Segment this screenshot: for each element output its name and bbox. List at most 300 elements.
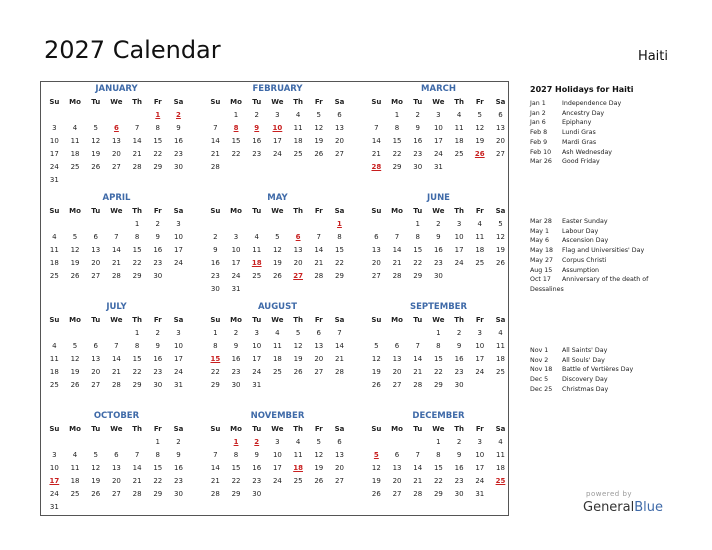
day-cell: 3 xyxy=(436,111,441,119)
day-cell: 19 xyxy=(314,464,324,472)
weekday-header: Sa xyxy=(495,316,506,324)
weekday-header: We xyxy=(432,425,445,433)
day-cell: 7 xyxy=(374,124,379,132)
empty-cell xyxy=(106,109,127,122)
day-cell: 16 xyxy=(413,137,423,145)
day-cell: 19 xyxy=(91,150,101,158)
day-cell: 31 xyxy=(475,490,485,498)
holiday-row xyxy=(530,99,700,109)
day-cell: 25 xyxy=(252,272,262,280)
weekday-header: Sa xyxy=(334,98,345,106)
day-cell: 15 xyxy=(132,246,142,254)
day-cell: 28 xyxy=(413,381,423,389)
weekday-header: We xyxy=(271,425,284,433)
day-cell: 28 xyxy=(413,490,423,498)
day-cell: 18 xyxy=(70,150,80,158)
day-cell: 24 xyxy=(475,477,485,485)
day-cell: 30 xyxy=(231,381,241,389)
holiday-row xyxy=(530,375,700,385)
empty-cell xyxy=(44,327,65,340)
empty-cell xyxy=(205,436,226,449)
month-grid xyxy=(366,96,511,174)
holiday-day-cell: 26 xyxy=(474,150,485,158)
weekday-header: Mo xyxy=(69,98,81,106)
day-cell: 20 xyxy=(91,259,101,267)
day-cell: 3 xyxy=(477,438,483,446)
day-cell: 3 xyxy=(275,438,280,446)
day-cell: 2 xyxy=(415,111,420,119)
weekday-header: Mo xyxy=(230,207,242,215)
holiday-name: Ash Wednesday xyxy=(562,148,613,156)
day-cell: 15 xyxy=(433,464,443,472)
empty-cell xyxy=(44,218,65,231)
day-cell: 9 xyxy=(176,451,181,459)
weekday-header: Fr xyxy=(475,207,484,215)
day-cell: 1 xyxy=(134,220,140,228)
day-cell: 17 xyxy=(433,137,443,145)
day-cell: 31 xyxy=(49,503,59,511)
day-cell: 5 xyxy=(374,342,379,350)
day-cell: 24 xyxy=(454,259,464,267)
empty-cell xyxy=(85,109,106,122)
empty-cell xyxy=(308,218,329,231)
weekday-header: Th xyxy=(132,98,142,106)
day-cell: 17 xyxy=(475,355,485,363)
day-cell: 27 xyxy=(314,368,324,376)
day-cell: 27 xyxy=(335,150,344,158)
empty-cell xyxy=(85,218,106,231)
day-cell: 25 xyxy=(293,150,303,158)
weekday-header: Tu xyxy=(413,425,423,433)
day-cell: 22 xyxy=(413,259,423,267)
month-grid xyxy=(205,423,350,501)
day-cell: 8 xyxy=(134,342,140,350)
day-cell: 30 xyxy=(413,163,423,171)
day-cell: 23 xyxy=(174,150,183,158)
day-cell: 29 xyxy=(392,163,402,171)
weekday-header: Fr xyxy=(475,98,484,106)
day-cell: 9 xyxy=(456,451,462,459)
day-cell: 21 xyxy=(413,368,423,376)
holiday-row xyxy=(530,236,700,246)
month-grid xyxy=(44,423,189,514)
weekday-header: Su xyxy=(371,207,382,215)
empty-cell xyxy=(407,327,428,340)
day-cell: 20 xyxy=(371,259,381,267)
day-cell: 19 xyxy=(70,368,80,376)
day-cell: 11 xyxy=(70,464,80,472)
day-cell: 14 xyxy=(392,246,402,254)
day-cell: 21 xyxy=(335,355,344,363)
day-cell: 28 xyxy=(210,163,220,171)
day-cell: 2 xyxy=(176,438,181,446)
day-cell: 18 xyxy=(454,137,464,145)
generalblue-logo xyxy=(583,500,663,515)
day-cell: 14 xyxy=(413,355,423,363)
day-cell: 6 xyxy=(114,451,119,459)
day-cell: 25 xyxy=(49,381,59,389)
day-cell: 20 xyxy=(91,368,101,376)
day-cell: 9 xyxy=(233,342,239,350)
empty-cell xyxy=(205,218,226,231)
weekday-header: Sa xyxy=(495,207,506,215)
day-cell: 4 xyxy=(498,438,503,446)
empty-cell xyxy=(387,327,408,340)
holiday-row xyxy=(530,346,700,356)
weekday-header: Tu xyxy=(252,425,262,433)
day-cell: 2 xyxy=(233,329,239,337)
day-cell: 6 xyxy=(394,342,400,350)
holiday-day-cell: 17 xyxy=(49,477,60,485)
day-cell: 12 xyxy=(371,355,381,363)
day-cell: 22 xyxy=(231,150,241,158)
day-cell: 10 xyxy=(454,233,464,241)
weekday-header: Fr xyxy=(153,207,162,215)
day-cell: 8 xyxy=(233,451,239,459)
weekday-header: Su xyxy=(49,316,60,324)
weekday-header: Mo xyxy=(69,207,81,215)
day-cell: 2 xyxy=(456,438,462,446)
holiday-date: Jan 2 xyxy=(530,109,546,117)
day-cell: 9 xyxy=(155,233,161,241)
month-name: OCTOBER xyxy=(93,411,140,421)
month-grid xyxy=(44,205,189,283)
weekday-header: Th xyxy=(454,425,464,433)
day-cell: 12 xyxy=(371,464,381,472)
day-cell: 26 xyxy=(314,150,324,158)
month-name: JANUARY xyxy=(95,84,138,94)
day-cell: 27 xyxy=(111,163,121,171)
day-cell: 25 xyxy=(475,259,485,267)
day-cell: 8 xyxy=(394,124,400,132)
month-name: FEBRUARY xyxy=(252,84,303,94)
day-cell: 24 xyxy=(272,150,282,158)
holiday-day-cell: 6 xyxy=(113,124,119,132)
empty-cell xyxy=(85,436,106,449)
day-cell: 25 xyxy=(293,477,303,485)
day-cell: 4 xyxy=(477,220,483,228)
weekday-header: We xyxy=(432,207,445,215)
weekday-header: Tu xyxy=(413,316,423,324)
day-cell: 10 xyxy=(272,451,282,459)
holiday-name: Battle of Vertières Day xyxy=(562,366,634,374)
day-cell: 4 xyxy=(498,329,503,337)
day-cell: 13 xyxy=(314,342,324,350)
weekday-header: Sa xyxy=(173,98,184,106)
day-cell: 11 xyxy=(293,124,303,132)
day-cell: 20 xyxy=(335,137,344,145)
holiday-name: All Saints' Day xyxy=(562,347,608,354)
empty-cell xyxy=(106,218,127,231)
day-cell: 29 xyxy=(132,272,142,280)
month-grid xyxy=(205,314,350,392)
holiday-name: Epiphany xyxy=(562,119,592,127)
month-january xyxy=(44,83,189,187)
month-grid xyxy=(366,423,511,501)
day-cell: 21 xyxy=(392,259,402,267)
day-cell: 2 xyxy=(155,329,161,337)
day-cell: 26 xyxy=(91,490,101,498)
day-cell: 3 xyxy=(176,329,181,337)
holiday-date: Dec 5 xyxy=(530,376,549,384)
day-cell: 31 xyxy=(49,176,59,184)
day-cell: 8 xyxy=(155,451,161,459)
day-cell: 1 xyxy=(436,438,441,446)
weekday-header: Th xyxy=(293,98,303,106)
weekday-header: Sa xyxy=(495,425,506,433)
day-cell: 10 xyxy=(475,451,485,459)
day-cell: 24 xyxy=(174,259,183,267)
day-cell: 19 xyxy=(314,137,324,145)
holiday-date: Feb 8 xyxy=(530,129,548,137)
day-cell: 19 xyxy=(371,368,381,376)
weekday-header: Fr xyxy=(314,98,323,106)
empty-cell xyxy=(44,436,65,449)
day-cell: 22 xyxy=(231,477,241,485)
day-cell: 11 xyxy=(475,233,485,241)
holiday-row xyxy=(530,356,700,366)
month-name: JULY xyxy=(106,302,127,312)
holiday-name: Mardi Gras xyxy=(562,138,597,146)
day-cell: 23 xyxy=(252,150,262,158)
weekday-header: We xyxy=(110,316,123,324)
day-cell: 18 xyxy=(70,477,80,485)
day-cell: 19 xyxy=(371,477,381,485)
holiday-day-cell: 2 xyxy=(176,111,181,119)
day-cell: 22 xyxy=(132,259,142,267)
empty-cell xyxy=(366,218,387,231)
day-cell: 18 xyxy=(496,355,505,363)
day-cell: 22 xyxy=(132,368,142,376)
day-cell: 7 xyxy=(134,124,140,132)
day-cell: 7 xyxy=(213,124,218,132)
day-cell: 15 xyxy=(132,355,142,363)
holiday-date: Feb 9 xyxy=(530,138,548,146)
holiday-day-cell: 9 xyxy=(254,124,260,132)
day-cell: 25 xyxy=(49,272,59,280)
day-cell: 17 xyxy=(475,464,485,472)
day-cell: 15 xyxy=(231,137,241,145)
holiday-day-cell: 2 xyxy=(254,438,260,446)
day-cell: 14 xyxy=(111,246,121,254)
day-cell: 30 xyxy=(153,381,163,389)
day-cell: 16 xyxy=(252,137,262,145)
day-cell: 26 xyxy=(371,381,381,389)
day-cell: 23 xyxy=(454,368,464,376)
powered-by-text: powered by xyxy=(586,490,633,498)
day-cell: 7 xyxy=(394,233,400,241)
holiday-row xyxy=(530,365,700,375)
holiday-day-cell: 28 xyxy=(371,163,382,171)
day-cell: 29 xyxy=(132,381,142,389)
day-cell: 1 xyxy=(233,111,239,119)
day-cell: 18 xyxy=(475,246,485,254)
day-cell: 18 xyxy=(272,355,282,363)
day-cell: 14 xyxy=(111,355,121,363)
month-name: AUGUST xyxy=(257,302,298,312)
day-cell: 6 xyxy=(337,438,342,446)
holiday-day-cell: 25 xyxy=(495,477,506,485)
day-cell: 8 xyxy=(415,233,420,241)
day-cell: 5 xyxy=(477,111,483,119)
holiday-day-cell: 5 xyxy=(373,451,379,459)
day-cell: 7 xyxy=(415,451,420,459)
day-cell: 7 xyxy=(337,329,342,337)
month-grid xyxy=(44,314,189,392)
holiday-name: Christmas Day xyxy=(562,385,609,393)
day-cell: 10 xyxy=(433,124,443,132)
weekday-header: Su xyxy=(49,98,60,106)
month-grid xyxy=(205,205,350,296)
weekday-header: Su xyxy=(210,207,221,215)
day-cell: 15 xyxy=(231,464,241,472)
day-cell: 28 xyxy=(111,272,121,280)
holiday-day-cell: 8 xyxy=(233,124,239,132)
day-cell: 27 xyxy=(496,150,505,158)
day-cell: 23 xyxy=(454,477,464,485)
weekday-header: We xyxy=(110,425,123,433)
empty-cell xyxy=(106,436,127,449)
day-cell: 13 xyxy=(335,451,344,459)
day-cell: 23 xyxy=(433,259,443,267)
weekday-header: Su xyxy=(371,425,382,433)
day-cell: 16 xyxy=(252,464,262,472)
holiday-date: Aug 15 xyxy=(530,266,553,274)
month-november xyxy=(205,410,350,501)
day-cell: 28 xyxy=(210,490,220,498)
day-cell: 11 xyxy=(252,246,262,254)
day-cell: 24 xyxy=(475,368,485,376)
weekday-header: Mo xyxy=(391,316,403,324)
day-cell: 6 xyxy=(498,111,503,119)
weekday-header: Th xyxy=(293,316,303,324)
day-cell: 3 xyxy=(456,220,462,228)
month-february xyxy=(205,83,350,174)
day-cell: 12 xyxy=(70,246,80,254)
day-cell: 8 xyxy=(337,233,342,241)
weekday-header: Sa xyxy=(334,316,345,324)
holiday-group-2 xyxy=(530,217,700,294)
day-cell: 21 xyxy=(132,150,142,158)
day-cell: 2 xyxy=(155,220,161,228)
holiday-date: Oct 17 xyxy=(530,276,551,284)
day-cell: 26 xyxy=(70,272,80,280)
day-cell: 24 xyxy=(49,163,59,171)
empty-cell xyxy=(366,436,387,449)
day-cell: 16 xyxy=(454,355,464,363)
day-cell: 4 xyxy=(52,342,57,350)
day-cell: 20 xyxy=(111,477,121,485)
weekday-header: Fr xyxy=(153,98,162,106)
day-cell: 16 xyxy=(454,464,464,472)
day-cell: 7 xyxy=(134,451,140,459)
empty-cell xyxy=(288,218,309,231)
day-cell: 3 xyxy=(52,124,57,132)
day-cell: 27 xyxy=(91,272,101,280)
day-cell: 16 xyxy=(174,137,183,145)
day-cell: 19 xyxy=(496,246,505,254)
holiday-name: Lundi Gras xyxy=(562,129,596,137)
day-cell: 13 xyxy=(91,355,101,363)
day-cell: 24 xyxy=(433,150,443,158)
weekday-header: Tu xyxy=(91,425,101,433)
day-cell: 3 xyxy=(477,329,483,337)
weekday-header: Th xyxy=(454,98,464,106)
month-name: APRIL xyxy=(102,193,131,203)
holiday-date: Mar 26 xyxy=(530,158,552,166)
day-cell: 3 xyxy=(176,220,181,228)
weekday-header: Mo xyxy=(391,98,403,106)
day-cell: 2 xyxy=(254,111,259,119)
day-cell: 22 xyxy=(153,150,163,158)
empty-cell xyxy=(65,436,86,449)
day-cell: 9 xyxy=(213,246,218,254)
day-cell: 27 xyxy=(392,381,402,389)
holiday-date: May 27 xyxy=(530,256,554,264)
day-cell: 16 xyxy=(153,355,163,363)
day-cell: 23 xyxy=(210,272,220,280)
weekday-header: Tu xyxy=(252,98,262,106)
day-cell: 5 xyxy=(93,451,98,459)
holiday-day-cell: 15 xyxy=(210,355,221,363)
holiday-name: Good Friday xyxy=(562,158,600,166)
day-cell: 8 xyxy=(436,342,441,350)
weekday-header: Mo xyxy=(391,425,403,433)
weekday-header: Tu xyxy=(91,207,101,215)
weekday-header: Mo xyxy=(391,207,403,215)
weekday-header: We xyxy=(432,98,445,106)
day-cell: 7 xyxy=(213,451,218,459)
day-cell: 9 xyxy=(415,124,420,132)
holiday-row xyxy=(530,266,700,276)
day-cell: 17 xyxy=(49,150,59,158)
weekday-header: Su xyxy=(371,316,382,324)
empty-cell xyxy=(267,218,288,231)
holiday-date: Dec 25 xyxy=(530,385,553,393)
month-september xyxy=(366,301,511,392)
day-cell: 22 xyxy=(153,477,163,485)
day-cell: 25 xyxy=(70,490,80,498)
day-cell: 1 xyxy=(436,329,441,337)
day-cell: 30 xyxy=(252,490,262,498)
holiday-day-cell: 18 xyxy=(293,464,303,472)
day-cell: 16 xyxy=(153,246,163,254)
day-cell: 4 xyxy=(456,111,462,119)
holiday-day-cell: 10 xyxy=(272,124,283,132)
holiday-date: Jan 6 xyxy=(530,119,546,127)
day-cell: 26 xyxy=(293,368,303,376)
day-cell: 7 xyxy=(316,233,322,241)
day-cell: 22 xyxy=(210,368,220,376)
weekday-header: We xyxy=(271,316,284,324)
day-cell: 29 xyxy=(231,490,241,498)
day-cell: 5 xyxy=(316,438,322,446)
day-cell: 13 xyxy=(392,355,402,363)
calendar-frame xyxy=(40,81,509,516)
weekday-header: Th xyxy=(132,207,142,215)
day-cell: 8 xyxy=(134,233,140,241)
day-cell: 11 xyxy=(496,342,505,350)
day-cell: 11 xyxy=(293,451,303,459)
empty-cell xyxy=(387,218,408,231)
day-cell: 19 xyxy=(272,259,282,267)
day-cell: 6 xyxy=(374,233,379,241)
holiday-group-1 xyxy=(530,99,700,167)
weekday-header: Th xyxy=(293,207,303,215)
day-cell: 20 xyxy=(314,355,324,363)
day-cell: 17 xyxy=(174,246,183,254)
weekday-header: Tu xyxy=(413,98,423,106)
